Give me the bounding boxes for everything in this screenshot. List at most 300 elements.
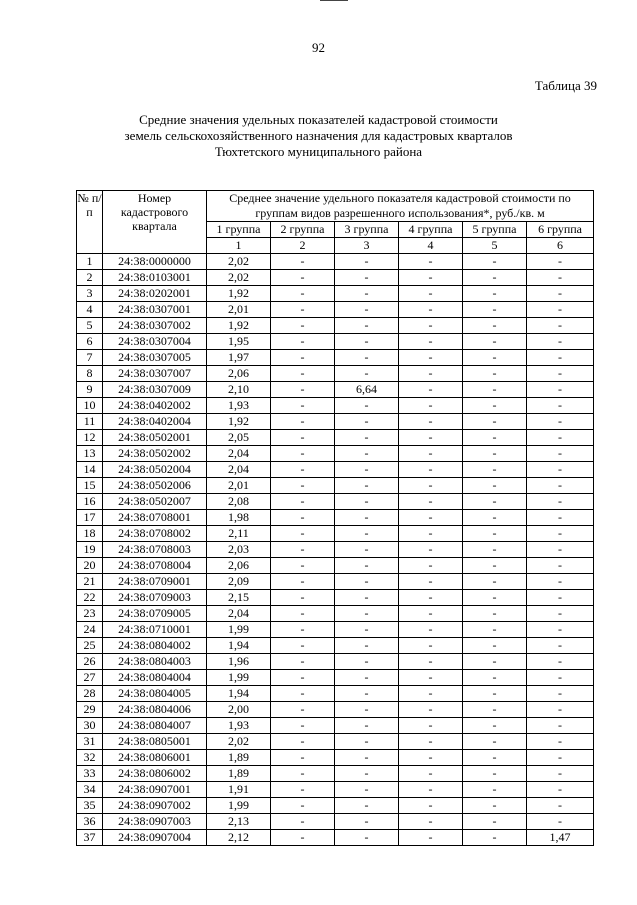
- group-2-value: -: [271, 798, 335, 814]
- group-4-value: -: [399, 686, 463, 702]
- cadastral-number: 24:38:0307005: [103, 350, 207, 366]
- header-group-3: 3 группа: [335, 222, 399, 238]
- cadastral-number: 24:38:0907003: [103, 814, 207, 830]
- row-number: 32: [77, 750, 103, 766]
- row-number: 15: [77, 478, 103, 494]
- cadastral-number: 24:38:0708004: [103, 558, 207, 574]
- group-4-value: -: [399, 286, 463, 302]
- group-4-value: -: [399, 334, 463, 350]
- row-number: 2: [77, 270, 103, 286]
- group-4-value: -: [399, 574, 463, 590]
- group-1-value: 2,03: [207, 542, 271, 558]
- group-6-value: -: [527, 718, 594, 734]
- group-6-value: -: [527, 638, 594, 654]
- group-6-value: -: [527, 334, 594, 350]
- group-4-value: -: [399, 590, 463, 606]
- header-group-5: 5 группа: [463, 222, 527, 238]
- table-row: [77, 542, 594, 558]
- group-3-value: -: [335, 318, 399, 334]
- group-2-value: -: [271, 590, 335, 606]
- group-2-value: -: [271, 638, 335, 654]
- group-6-value: -: [527, 782, 594, 798]
- cadastral-number: 24:38:0709003: [103, 590, 207, 606]
- header-group-2: 2 группа: [271, 222, 335, 238]
- group-2-value: -: [271, 750, 335, 766]
- group-4-value: -: [399, 654, 463, 670]
- cadastral-number: 24:38:0307002: [103, 318, 207, 334]
- group-4-value: -: [399, 302, 463, 318]
- group-6-value: -: [527, 430, 594, 446]
- group-6-value: -: [527, 526, 594, 542]
- group-3-value: -: [335, 654, 399, 670]
- group-2-value: -: [271, 718, 335, 734]
- group-6-value: -: [527, 462, 594, 478]
- table-row: [77, 654, 594, 670]
- row-number: 22: [77, 590, 103, 606]
- group-2-value: -: [271, 286, 335, 302]
- row-number: 5: [77, 318, 103, 334]
- group-6-value: -: [527, 734, 594, 750]
- group-3-value: 6,64: [335, 382, 399, 398]
- column-number: 6: [527, 238, 594, 254]
- group-3-value: -: [335, 270, 399, 286]
- group-6-value: -: [527, 686, 594, 702]
- group-2-value: -: [271, 686, 335, 702]
- group-5-value: -: [463, 830, 527, 846]
- group-3-value: -: [335, 366, 399, 382]
- cadastral-number: 24:38:0307009: [103, 382, 207, 398]
- group-5-value: -: [463, 606, 527, 622]
- cadastral-number: 24:38:0307004: [103, 334, 207, 350]
- row-number: 11: [77, 414, 103, 430]
- group-6-value: -: [527, 622, 594, 638]
- table-row: [77, 526, 594, 542]
- cadastral-number: 24:38:0708003: [103, 542, 207, 558]
- group-6-value: -: [527, 414, 594, 430]
- cadastral-number: 24:38:0805001: [103, 734, 207, 750]
- group-3-value: -: [335, 606, 399, 622]
- group-3-value: -: [335, 286, 399, 302]
- group-1-value: 2,01: [207, 478, 271, 494]
- cadastral-number: 24:38:0804004: [103, 670, 207, 686]
- group-3-value: -: [335, 542, 399, 558]
- table-row: [77, 398, 594, 414]
- cadastral-number: 24:38:0710001: [103, 622, 207, 638]
- cadastral-number: 24:38:0708001: [103, 510, 207, 526]
- row-number: 9: [77, 382, 103, 398]
- row-number: 19: [77, 542, 103, 558]
- cadastral-number: 24:38:0804007: [103, 718, 207, 734]
- group-6-value: -: [527, 494, 594, 510]
- group-1-value: 2,11: [207, 526, 271, 542]
- row-number: 14: [77, 462, 103, 478]
- row-number: 3: [77, 286, 103, 302]
- group-2-value: -: [271, 350, 335, 366]
- table-row: [77, 670, 594, 686]
- group-5-value: -: [463, 446, 527, 462]
- group-5-value: -: [463, 350, 527, 366]
- row-number: 25: [77, 638, 103, 654]
- row-number: 31: [77, 734, 103, 750]
- row-number: 6: [77, 334, 103, 350]
- group-3-value: -: [335, 670, 399, 686]
- group-5-value: -: [463, 334, 527, 350]
- group-4-value: -: [399, 270, 463, 286]
- group-4-value: -: [399, 782, 463, 798]
- group-6-value: -: [527, 302, 594, 318]
- group-3-value: -: [335, 350, 399, 366]
- group-1-value: 1,94: [207, 638, 271, 654]
- group-4-value: -: [399, 478, 463, 494]
- table-row: [77, 782, 594, 798]
- group-2-value: -: [271, 526, 335, 542]
- group-3-value: -: [335, 414, 399, 430]
- row-number: 17: [77, 510, 103, 526]
- group-2-value: -: [271, 782, 335, 798]
- group-3-value: -: [335, 334, 399, 350]
- table-row: [77, 702, 594, 718]
- group-3-value: -: [335, 446, 399, 462]
- group-2-value: -: [271, 814, 335, 830]
- group-4-value: -: [399, 366, 463, 382]
- table-header: [77, 191, 594, 254]
- group-2-value: -: [271, 766, 335, 782]
- group-4-value: -: [399, 750, 463, 766]
- row-number: 16: [77, 494, 103, 510]
- group-1-value: 2,10: [207, 382, 271, 398]
- row-number: 35: [77, 798, 103, 814]
- group-1-value: 2,06: [207, 366, 271, 382]
- group-2-value: -: [271, 334, 335, 350]
- group-3-value: -: [335, 494, 399, 510]
- group-4-value: -: [399, 526, 463, 542]
- group-1-value: 1,93: [207, 718, 271, 734]
- group-2-value: -: [271, 302, 335, 318]
- group-5-value: -: [463, 542, 527, 558]
- table-row: [77, 718, 594, 734]
- group-4-value: -: [399, 414, 463, 430]
- table-row: [77, 606, 594, 622]
- group-6-value: -: [527, 350, 594, 366]
- group-5-value: -: [463, 510, 527, 526]
- group-1-value: 1,98: [207, 510, 271, 526]
- group-6-value: -: [527, 766, 594, 782]
- group-4-value: -: [399, 558, 463, 574]
- group-4-value: -: [399, 462, 463, 478]
- cadastral-number: 24:38:0502002: [103, 446, 207, 462]
- table-row: [77, 318, 594, 334]
- group-4-value: -: [399, 254, 463, 270]
- group-3-value: -: [335, 574, 399, 590]
- group-5-value: -: [463, 702, 527, 718]
- table-row: [77, 494, 594, 510]
- table-row: [77, 270, 594, 286]
- group-2-value: -: [271, 446, 335, 462]
- title-line-3: Тюхтетского муниципального района: [214, 144, 423, 159]
- row-number: 10: [77, 398, 103, 414]
- group-4-value: -: [399, 670, 463, 686]
- cadastral-number: 24:38:0307007: [103, 366, 207, 382]
- table-row: [77, 366, 594, 382]
- group-2-value: -: [271, 606, 335, 622]
- group-6-value: -: [527, 254, 594, 270]
- table-row: [77, 574, 594, 590]
- group-6-value: -: [527, 510, 594, 526]
- table-row: [77, 750, 594, 766]
- group-1-value: 2,04: [207, 606, 271, 622]
- page-number: 92: [312, 40, 325, 55]
- group-2-value: -: [271, 254, 335, 270]
- group-4-value: -: [399, 510, 463, 526]
- group-1-value: 2,06: [207, 558, 271, 574]
- group-4-value: -: [399, 734, 463, 750]
- table-label: Таблица 39: [534, 78, 597, 93]
- group-3-value: -: [335, 462, 399, 478]
- group-5-value: -: [463, 382, 527, 398]
- group-1-value: 1,95: [207, 334, 271, 350]
- group-3-value: -: [335, 510, 399, 526]
- title-line-2: земель сельскохозяйственного назначения для кадастровых кварталов: [124, 128, 513, 143]
- group-1-value: 1,89: [207, 766, 271, 782]
- group-1-value: 1,94: [207, 686, 271, 702]
- group-4-value: -: [399, 494, 463, 510]
- group-3-value: -: [335, 798, 399, 814]
- header-num: № п/п: [77, 191, 103, 254]
- group-3-value: -: [335, 302, 399, 318]
- group-3-value: -: [335, 718, 399, 734]
- cadastral-number: 24:38:0806001: [103, 750, 207, 766]
- column-number: 4: [399, 238, 463, 254]
- group-2-value: -: [271, 558, 335, 574]
- group-2-value: -: [271, 398, 335, 414]
- cadastral-number: 24:38:0402004: [103, 414, 207, 430]
- group-5-value: -: [463, 430, 527, 446]
- group-5-value: -: [463, 414, 527, 430]
- group-3-value: -: [335, 686, 399, 702]
- cadastral-number: 24:38:0307001: [103, 302, 207, 318]
- table-row: [77, 830, 594, 846]
- group-5-value: -: [463, 366, 527, 382]
- group-3-value: -: [335, 702, 399, 718]
- group-1-value: 1,99: [207, 798, 271, 814]
- group-2-value: -: [271, 574, 335, 590]
- group-1-value: 1,99: [207, 622, 271, 638]
- group-2-value: -: [271, 478, 335, 494]
- group-3-value: -: [335, 430, 399, 446]
- group-5-value: -: [463, 798, 527, 814]
- group-4-value: -: [399, 606, 463, 622]
- group-5-value: -: [463, 270, 527, 286]
- cadastral-number: 24:38:0402002: [103, 398, 207, 414]
- cadastral-number: 24:38:0806002: [103, 766, 207, 782]
- table-row: [77, 430, 594, 446]
- group-2-value: -: [271, 654, 335, 670]
- group-6-value: -: [527, 702, 594, 718]
- group-1-value: 1,93: [207, 398, 271, 414]
- group-1-value: 1,96: [207, 654, 271, 670]
- group-3-value: -: [335, 766, 399, 782]
- column-number: 3: [335, 238, 399, 254]
- row-number: 23: [77, 606, 103, 622]
- cadastral-number: 24:38:0502007: [103, 494, 207, 510]
- row-number: 36: [77, 814, 103, 830]
- group-6-value: -: [527, 478, 594, 494]
- group-2-value: -: [271, 734, 335, 750]
- group-1-value: 2,04: [207, 462, 271, 478]
- group-5-value: -: [463, 670, 527, 686]
- group-3-value: -: [335, 814, 399, 830]
- group-5-value: -: [463, 718, 527, 734]
- table-row: [77, 254, 594, 270]
- group-2-value: -: [271, 382, 335, 398]
- group-2-value: -: [271, 542, 335, 558]
- row-number: 28: [77, 686, 103, 702]
- group-1-value: 2,08: [207, 494, 271, 510]
- table-row: [77, 766, 594, 782]
- table-row: [77, 590, 594, 606]
- group-1-value: 1,89: [207, 750, 271, 766]
- group-6-value: -: [527, 814, 594, 830]
- group-6-value: -: [527, 446, 594, 462]
- table-row: [77, 814, 594, 830]
- group-2-value: -: [271, 702, 335, 718]
- cadastral-number: 24:38:0804003: [103, 654, 207, 670]
- group-1-value: 1,92: [207, 318, 271, 334]
- group-2-value: -: [271, 670, 335, 686]
- group-3-value: -: [335, 782, 399, 798]
- group-5-value: -: [463, 654, 527, 670]
- group-5-value: -: [463, 302, 527, 318]
- group-4-value: -: [399, 382, 463, 398]
- group-5-value: -: [463, 318, 527, 334]
- table-row: [77, 350, 594, 366]
- group-5-value: -: [463, 622, 527, 638]
- cadastral-number: 24:38:0709005: [103, 606, 207, 622]
- group-4-value: -: [399, 622, 463, 638]
- header-group-4: 4 группа: [399, 222, 463, 238]
- group-3-value: -: [335, 734, 399, 750]
- group-5-value: -: [463, 494, 527, 510]
- group-2-value: -: [271, 430, 335, 446]
- cadastral-number: 24:38:0202001: [103, 286, 207, 302]
- cadastral-number: 24:38:0907004: [103, 830, 207, 846]
- group-5-value: -: [463, 558, 527, 574]
- group-2-value: -: [271, 366, 335, 382]
- group-1-value: 1,92: [207, 414, 271, 430]
- group-5-value: -: [463, 574, 527, 590]
- group-4-value: -: [399, 398, 463, 414]
- group-6-value: -: [527, 670, 594, 686]
- row-number: 33: [77, 766, 103, 782]
- group-2-value: -: [271, 830, 335, 846]
- cadastral-number: 24:38:0804002: [103, 638, 207, 654]
- row-number: 27: [77, 670, 103, 686]
- table-row: [77, 446, 594, 462]
- group-2-value: -: [271, 510, 335, 526]
- group-4-value: -: [399, 350, 463, 366]
- group-6-value: -: [527, 558, 594, 574]
- group-5-value: -: [463, 254, 527, 270]
- document-title: [0, 112, 637, 160]
- group-1-value: 2,02: [207, 734, 271, 750]
- group-4-value: -: [399, 542, 463, 558]
- row-number: 1: [77, 254, 103, 270]
- group-1-value: 2,13: [207, 814, 271, 830]
- group-6-value: -: [527, 366, 594, 382]
- cadastral-number: 24:38:0000000: [103, 254, 207, 270]
- table-row: [77, 334, 594, 350]
- cadastral-number: 24:38:0708002: [103, 526, 207, 542]
- group-6-value: -: [527, 398, 594, 414]
- cadastral-number: 24:38:0502006: [103, 478, 207, 494]
- group-5-value: -: [463, 462, 527, 478]
- group-5-value: -: [463, 766, 527, 782]
- group-6-value: -: [527, 286, 594, 302]
- column-number: 5: [463, 238, 527, 254]
- group-6-value: -: [527, 798, 594, 814]
- group-6-value: 1,47: [527, 830, 594, 846]
- group-4-value: -: [399, 814, 463, 830]
- group-6-value: -: [527, 318, 594, 334]
- group-5-value: -: [463, 398, 527, 414]
- group-1-value: 1,97: [207, 350, 271, 366]
- table-row: [77, 622, 594, 638]
- group-3-value: -: [335, 478, 399, 494]
- group-6-value: -: [527, 654, 594, 670]
- group-4-value: -: [399, 446, 463, 462]
- group-6-value: -: [527, 750, 594, 766]
- group-5-value: -: [463, 782, 527, 798]
- table-row: [77, 798, 594, 814]
- row-number: 26: [77, 654, 103, 670]
- group-6-value: -: [527, 382, 594, 398]
- group-6-value: -: [527, 590, 594, 606]
- group-3-value: -: [335, 254, 399, 270]
- group-3-value: -: [335, 830, 399, 846]
- group-2-value: -: [271, 622, 335, 638]
- group-2-value: -: [271, 462, 335, 478]
- row-number: 13: [77, 446, 103, 462]
- group-5-value: -: [463, 814, 527, 830]
- group-1-value: 1,99: [207, 670, 271, 686]
- header-mean-value: Среднее значение удельного показателя кадастровой стоимости по группам видов разрешенного использования*, руб./кв. м: [207, 191, 594, 222]
- group-4-value: -: [399, 638, 463, 654]
- header-group-1: 1 группа: [207, 222, 271, 238]
- group-5-value: -: [463, 750, 527, 766]
- group-2-value: -: [271, 270, 335, 286]
- column-number: 2: [271, 238, 335, 254]
- group-2-value: -: [271, 318, 335, 334]
- group-1-value: 2,12: [207, 830, 271, 846]
- table-row: [77, 734, 594, 750]
- row-number: 34: [77, 782, 103, 798]
- group-6-value: -: [527, 606, 594, 622]
- group-1-value: 2,02: [207, 270, 271, 286]
- cadastral-number: 24:38:0103001: [103, 270, 207, 286]
- column-number: 1: [207, 238, 271, 254]
- group-4-value: -: [399, 430, 463, 446]
- group-3-value: -: [335, 526, 399, 542]
- row-number: 8: [77, 366, 103, 382]
- table-row: [77, 302, 594, 318]
- row-number: 4: [77, 302, 103, 318]
- group-4-value: -: [399, 798, 463, 814]
- table-row: [77, 510, 594, 526]
- row-number: 20: [77, 558, 103, 574]
- row-number: 21: [77, 574, 103, 590]
- cadastral-number: 24:38:0502004: [103, 462, 207, 478]
- table-row: [77, 414, 594, 430]
